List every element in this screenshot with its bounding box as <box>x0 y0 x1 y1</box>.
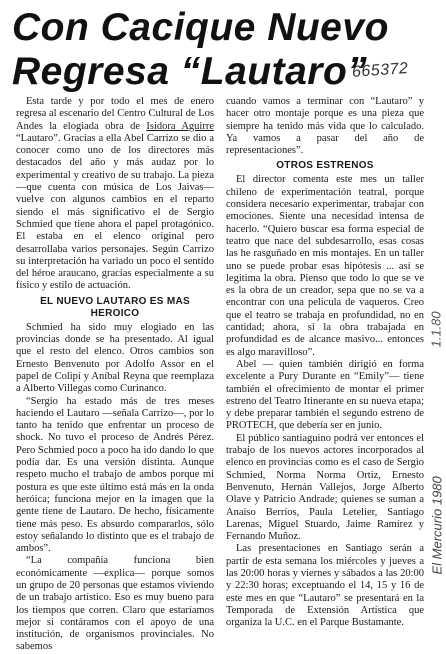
handwritten-margin-text: El Mercurio 1980 <box>429 476 445 575</box>
handwritten-date-text: 1.1.80 <box>428 311 444 348</box>
paragraph: El director comenta este mes un taller chileno de experimentación teatral, porque considera necesario experimentar, trabajar con emociones. Siente una necesidad intensa de hacerlo. “Quiero buscar esa forma especial de teatro que nace del subdesarrollo, esas cosas las he rasguñado en mis montajes. En un taller uno se puede probar esas hipótesis ... así se legitima la obra. Pienso que todo lo que se ve es la obra de un creador, sepa que no se va a encontrar con una película de vaqueros. Creo que el teatro se trabaja en profundidad, no en cantidad; ahora, si la obra trabajada en profundidad es de alcance masivo... entonces es algo maravilloso”. <box>226 174 424 358</box>
handwritten-margin-note <box>424 380 444 590</box>
paragraph: Abel — quien también dirigió en forma excelente a Pury Durante en “Emily”— tiene también el ofrecimiento de montar el primer estreno del Teatro Itinerante en su nueva etapa; y debe preparar también el segundo estreno de PROTECH, que debería ser en junio. <box>226 358 424 432</box>
paragraph: El público santiaguino podrá ver entonces el trabajo de los nuevos actores incorporados al elenco en provincias como es el caso de Sergio Schmied, Norma Norma Ortiz, Ernesto Benvenuto, Hernán Vallejos, Jorge Alberto Olave y Patricio Andrade; quienes se suman a Anaíso Berríos, Paula Letelier, Santiago Larenas, Miguel Stuardo, Jaime Ramírez y Fernando Muñoz. <box>226 432 424 543</box>
headline <box>12 6 436 94</box>
paragraph: cuando vamos a terminar con “Lautaro” y hacer otro montaje porque es una pieza que siempre ha tenido más vida que lo calculado. Ya vamos a pasar del año de representaciones”. <box>226 96 424 157</box>
paragraph: “Sergio ha estado más de tres meses haciendo el Lautaro —señala Carrizo—, por lo tanto ha tenido que enfrentar un proceso de shock. No tuvo el proceso de Andrés Pérez. Pero Schmied poco a poco ha ido dando lo que podía dar. Es una versión distinta. Aunque respeto mucho el trabajo de ambos porque mi postura es que este último está más en la onda heróica; funciona mejor en la imagen que la gente tiene de Lautaro. De hecho, físicamente tiene más peso. Es absurdo compararlos, sólo estoy señalando lo distinto que es el trabajo de ambos”. <box>16 395 214 555</box>
author-name: Isidora Aguirre <box>146 120 214 132</box>
headline-line-1: Con Cacique Nuevo <box>12 6 389 49</box>
headline-line-2: Regresa “Lautaro” <box>12 50 368 93</box>
handwritten-archive-code: 665372 <box>351 60 409 81</box>
article-column-2 <box>226 96 424 629</box>
paragraph-text: “Lautaro”. Gracias a ella Abel Carrizo se dio a conocer como uno de los directores más destacados del año y más audaz por lo experimental y creativo de su trabajo. La pieza —que cuenta con música de Los Jaivas— vuelve con algunos cambios en el reparto siendo el más significativo el de Sergio Schmied que tiene ahora el papel protagónico. El estaba en el elenco original pero desarrollaba varios personajes. Según Carrizo su interpretación ha variado un poco el sentido del héroe araucano, gracias especialmente a su físico y estilo de actuación. <box>16 132 214 292</box>
handwritten-date-mark <box>426 230 444 370</box>
article-body <box>16 96 426 653</box>
subheading: EL NUEVO LAUTARO ES MAS HEROICO <box>40 295 190 319</box>
subheading: OTROS ESTRENOS <box>276 160 374 172</box>
paragraph <box>16 96 214 293</box>
article-column-1 <box>16 96 214 653</box>
paragraph-text: Esta tarde y por todo el mes de enero regresa al escenario del Centro Cultural de Los Andes la elogiada obra de <box>16 96 214 132</box>
paragraph: “La compañía funciona bien económicamente —explica— porque somos un grupo de 20 personas que estamos viviendo de un trabajo artístico. Eso es muy bueno para los tiempos que corren. Claro que estaríamos mejor si contáramos con el apoyo de una institución, de organismos provinciales. No sabemos <box>16 555 214 653</box>
paragraph: Las presentaciones en Santiago serán a partir de esta semana los miércoles y jueves a las 20:00 horas y viernes y sábados a las 20:00 y 22:30 horas; exceptuando el 14, 15 y 16 de este mes en que “Lautaro” se presentará en la Temporada de Extensión Artística que organiza la U.C. en el Parque Bustamante. <box>226 543 424 629</box>
paragraph: Schmied ha sido muy elogiado en las provincias donde se ha presentado. Al igual que el resto del elenco. Otros cambios son Ernesto Benvenuto por Adolfo Assor en el papel de Colipí y Aníbal Reyna que reemplaza a Alberto Villegas como Curinanco. <box>16 321 214 395</box>
